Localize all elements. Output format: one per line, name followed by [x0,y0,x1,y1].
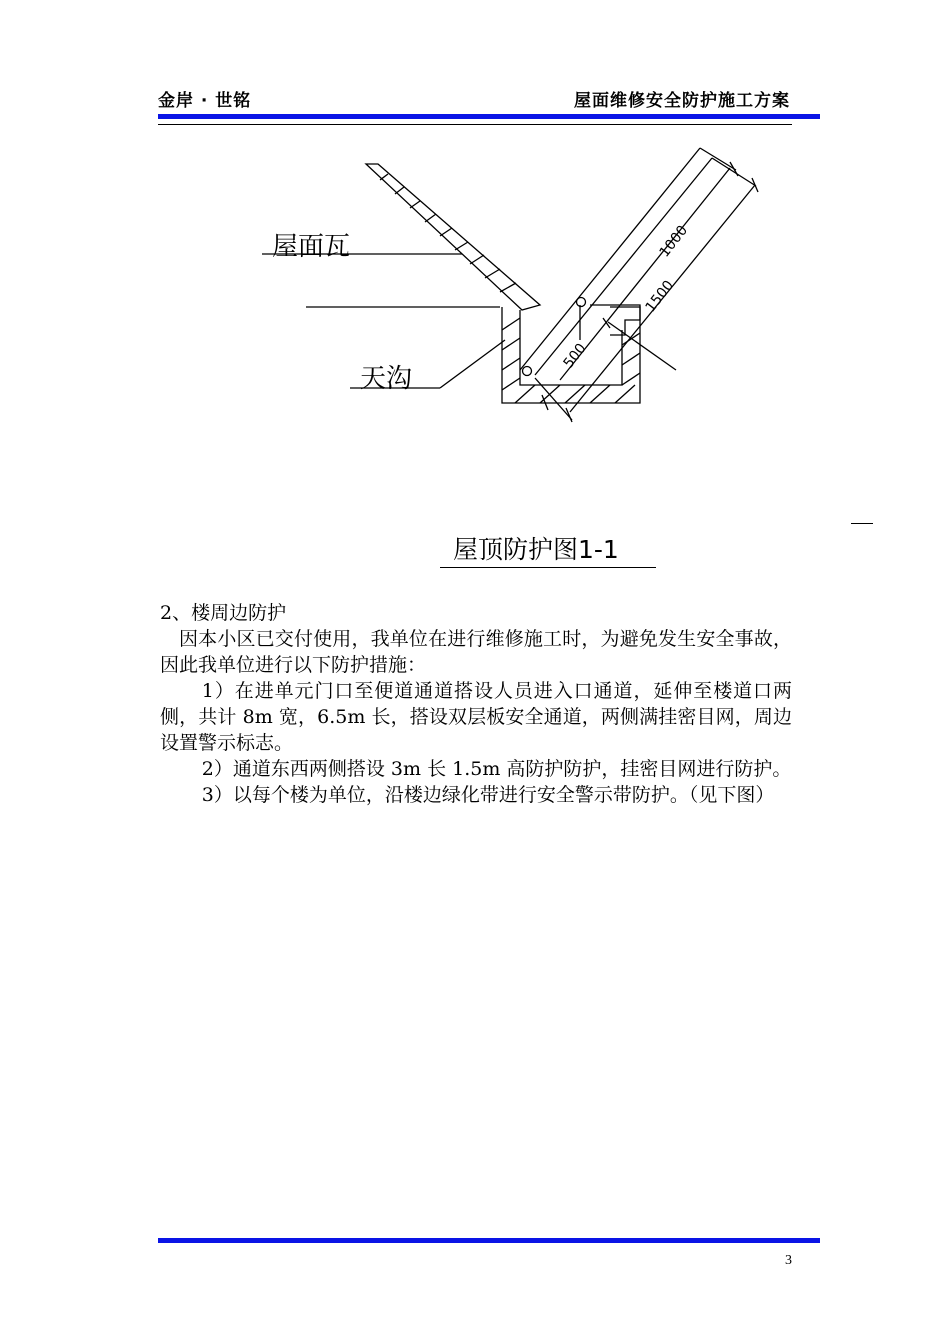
list-item-1: 1）在进单元门口至便道通道搭设人员进入口通道，延伸至楼道口两侧，共计 8m 宽，6.5m 长，搭设双层板安全通道，两侧满挂密目网，周边设置警示标志。 [160,680,792,754]
page-number: 3 [785,1253,792,1268]
section-body [160,600,792,808]
protection-frame [520,148,712,376]
figure-caption: 屋顶防护图1-1 [453,535,619,564]
dim-500-text: 500 [560,340,590,372]
label-gutter: 天沟 [360,364,413,394]
dimension-lines [535,148,758,422]
roof-tile-slab [366,164,540,310]
label-roof-tile: 屋面瓦 [272,232,351,262]
step-block [590,305,640,335]
roof-protection-diagram [0,0,950,600]
list-item-3: 3）以每个楼为单位，沿楼边绿化带进行安全警示带防护。（见下图） [201,784,775,806]
dim-1500-text: 1500 [642,277,678,316]
section-intro: 因本小区已交付使用，我单位在进行维修施工时，为避免发生安全事故，因此我单位进行以下防护措施： [160,628,792,676]
section-heading: 2、楼周边防护 [160,602,287,624]
footer-blue-rule [158,1238,820,1243]
header-project-name: 金岸 · 世铭 [158,91,252,111]
dim-1000-text: 1000 [656,222,692,261]
caption-underline [440,567,656,568]
header-document-title: 屋面维修安全防护施工方案 [574,91,790,111]
list-item-2: 2）通道东西两侧搭设 3m 长 1.5m 高防护防护，挂密目网进行防护。 [201,758,792,780]
margin-mark [851,523,873,524]
gutter-leader-line [440,340,505,388]
